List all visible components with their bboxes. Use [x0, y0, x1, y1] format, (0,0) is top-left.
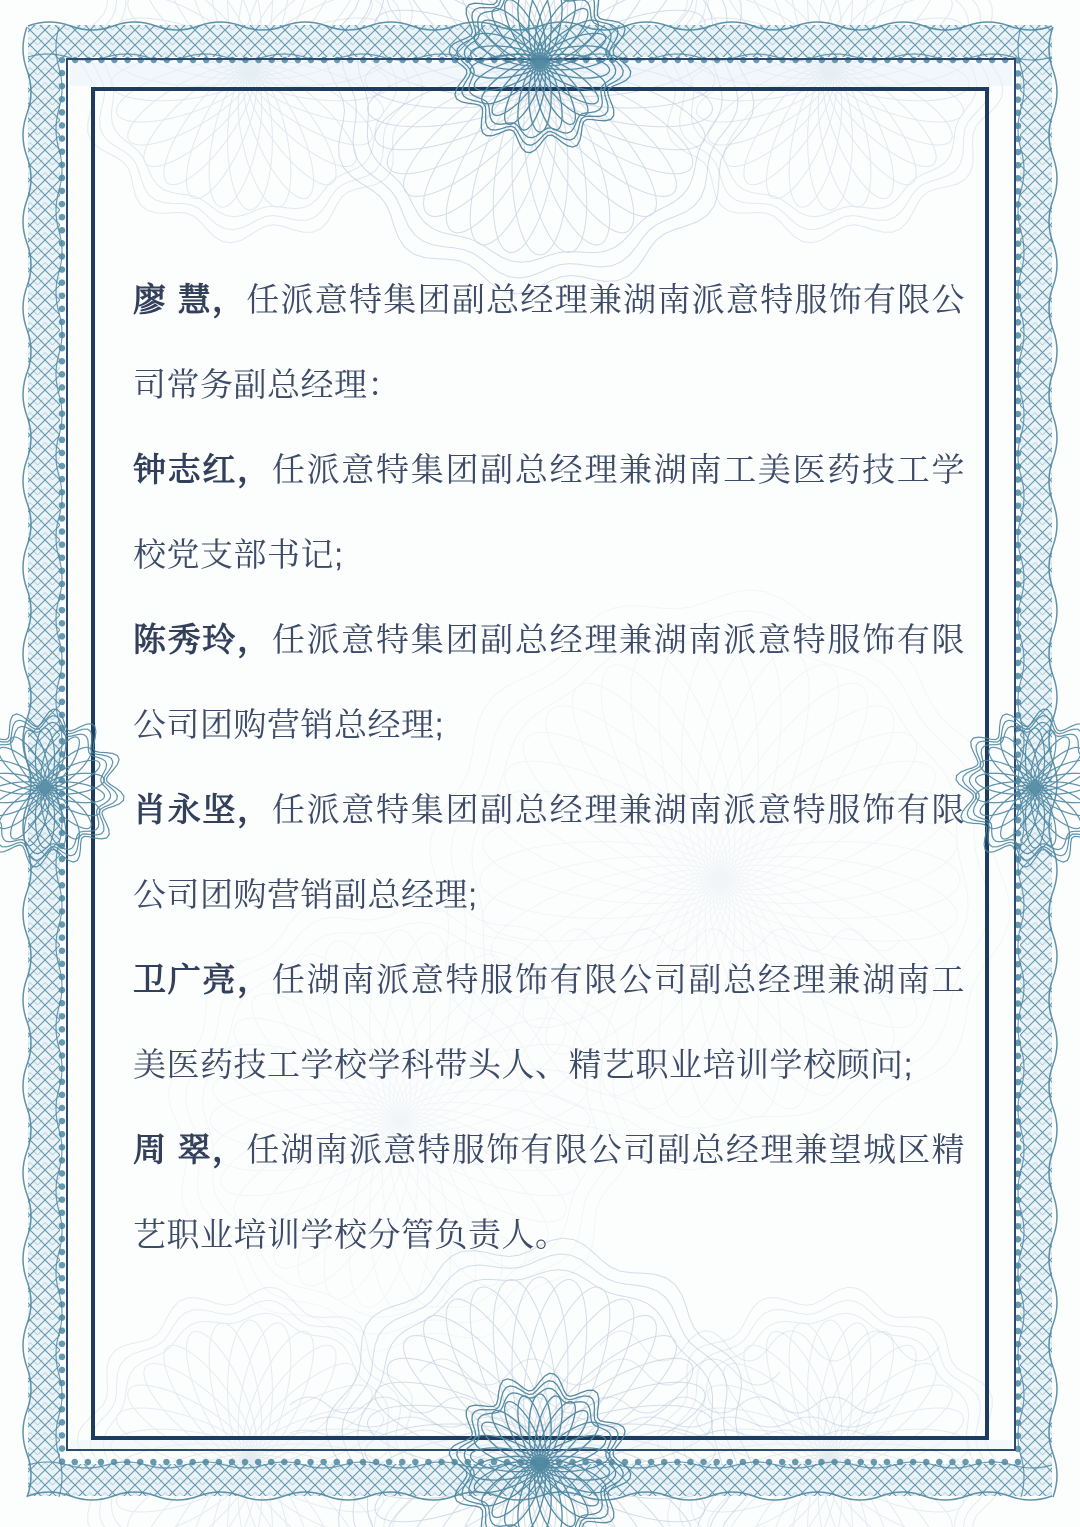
- appointment-text: 任湖南派意特服饰有限公司副总经理兼湖南工美医药技工学校学科带头人、精艺职业培训学校顾问;: [133, 961, 966, 1083]
- appointment-entry: [133, 597, 965, 767]
- appointment-entry: [133, 427, 965, 597]
- bottom-tint-strip: [70, 1440, 1012, 1449]
- appointment-text: 任派意特集团副总经理兼湖南派意特服饰有限公司团购营销副总经理;: [133, 791, 966, 913]
- person-name: 廖 慧，: [133, 281, 247, 318]
- appointment-text: 任湖南派意特服饰有限公司副总经理兼望城区精艺职业培训学校分管负责人。: [133, 1131, 966, 1253]
- appointment-text: 任派意特集团副总经理兼湖南工美医药技工学校党支部书记;: [133, 451, 966, 573]
- person-name: 钟志红，: [133, 451, 272, 488]
- appointment-entry: [133, 937, 965, 1107]
- person-name: 卫广亮，: [133, 961, 272, 998]
- person-name: 周 翠，: [133, 1131, 247, 1168]
- appointment-entry: [133, 1107, 965, 1277]
- appointment-entry: [133, 767, 965, 937]
- appointment-entry: [133, 257, 965, 427]
- person-name: 肖永坚，: [133, 791, 272, 828]
- person-name: 陈秀玲，: [133, 621, 272, 658]
- appointment-text: 任派意特集团副总经理兼湖南派意特服饰有限公司常务副总经理：: [133, 281, 966, 403]
- appointment-text: 任派意特集团副总经理兼湖南派意特服饰有限公司团购营销总经理;: [133, 621, 966, 743]
- appointment-list: [133, 257, 965, 1277]
- top-tint-strip: [70, 63, 1012, 86]
